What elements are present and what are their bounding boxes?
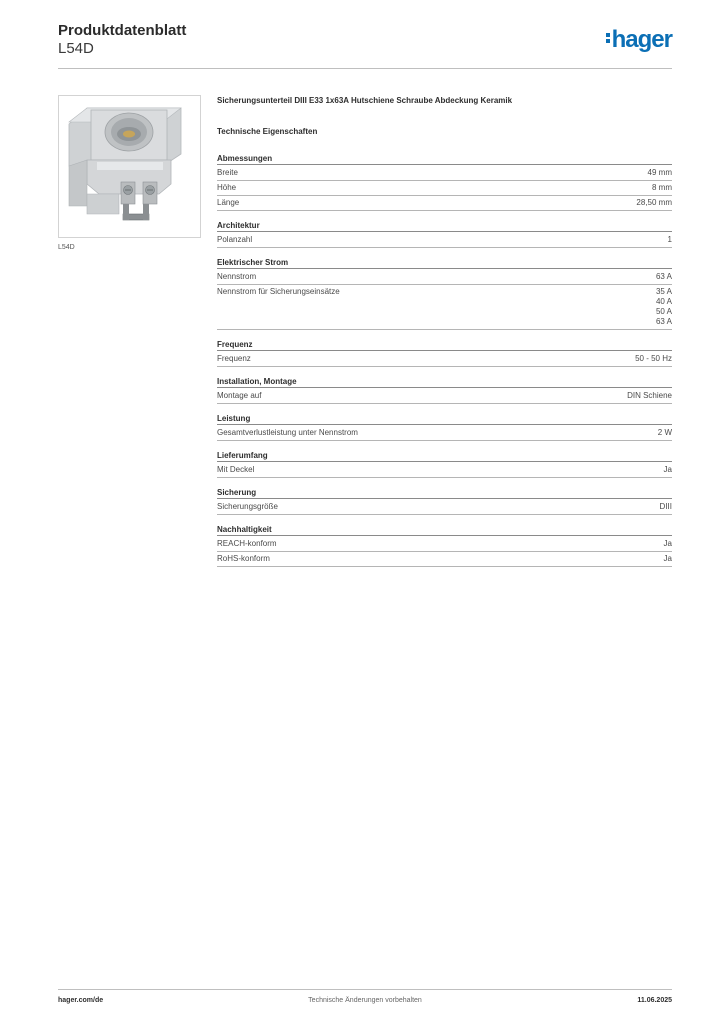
- section-divider: [217, 350, 672, 351]
- section-title: Abmessungen: [217, 154, 273, 163]
- property-value: [658, 428, 672, 438]
- section-divider: [217, 268, 672, 269]
- property-row: [217, 196, 672, 211]
- property-value: [660, 502, 672, 512]
- property-row: [217, 233, 672, 248]
- property-row: [217, 270, 672, 285]
- property-label: Frequenz: [217, 354, 251, 363]
- section-title: Installation, Montage: [217, 377, 297, 386]
- section-title: Leistung: [217, 414, 251, 423]
- property-value-line: 50 A: [655, 307, 672, 316]
- property-section: [217, 488, 672, 515]
- property-value: [636, 198, 672, 208]
- property-label: Höhe: [217, 183, 237, 192]
- section-divider: [217, 535, 672, 536]
- property-section: [217, 451, 672, 478]
- property-section: [217, 258, 672, 330]
- property-value-line: Ja: [663, 465, 672, 474]
- section-divider: [217, 164, 672, 165]
- property-value: [668, 235, 672, 245]
- property-row: [217, 426, 672, 441]
- product-description: Sicherungsunterteil DIII E33 1x63A Hutschiene Schraube Abdeckung Keramik: [217, 96, 513, 105]
- header-divider: [58, 68, 672, 69]
- property-value-line: 2 W: [657, 428, 672, 437]
- property-label: Gesamtverlustleistung unter Nennstrom: [217, 428, 358, 437]
- property-value: [664, 539, 672, 549]
- property-row: [217, 181, 672, 196]
- property-section: [217, 525, 672, 567]
- hager-logo[interactable]: [606, 26, 672, 54]
- property-row: [217, 389, 672, 404]
- property-value-line: 28,50 mm: [636, 198, 672, 207]
- property-row: [217, 537, 672, 552]
- section-divider: [217, 498, 672, 499]
- property-row: [217, 166, 672, 181]
- section-divider: [217, 387, 672, 388]
- footer-note: Technische Änderungen vorbehalten: [308, 997, 422, 1004]
- property-value-line: DIII: [659, 502, 672, 511]
- property-value-line: 40 A: [655, 297, 672, 306]
- property-value: [664, 554, 672, 564]
- property-label: Nennstrom: [217, 272, 257, 281]
- footer-divider: [58, 989, 672, 990]
- property-label: REACH-konform: [217, 539, 277, 548]
- property-value: [652, 183, 672, 193]
- property-section: [217, 221, 672, 248]
- property-row: [217, 285, 672, 330]
- property-value-line: 63 A: [655, 272, 672, 281]
- property-value-line: DIN Schiene: [627, 391, 672, 400]
- product-code: L54D: [58, 40, 94, 57]
- property-label: Sicherungsgröße: [217, 502, 278, 511]
- property-row: [217, 463, 672, 478]
- property-value-line: 8 mm: [652, 183, 672, 192]
- property-sections: [217, 154, 672, 567]
- property-value: [648, 168, 672, 178]
- property-value-line: 1: [667, 235, 672, 244]
- property-section: [217, 377, 672, 404]
- property-label: Polanzahl: [217, 235, 253, 244]
- property-label: Breite: [217, 168, 238, 177]
- property-row: [217, 352, 672, 367]
- section-title: Frequenz: [217, 340, 253, 349]
- footer-date: 11.06.2025: [637, 997, 672, 1004]
- property-label: Nennstrom für Sicherungseinsätze: [217, 287, 340, 296]
- product-image: [58, 95, 201, 238]
- section-title: Nachhaltigkeit: [217, 525, 272, 534]
- property-label: RoHS-konform: [217, 554, 270, 563]
- property-value-line: Ja: [663, 554, 672, 563]
- section-divider: [217, 461, 672, 462]
- property-label: Länge: [217, 198, 240, 207]
- fuse-base-illustration: [59, 96, 200, 237]
- logo-text: hager: [611, 26, 672, 53]
- property-value-line: 49 mm: [647, 168, 672, 177]
- section-title: Architektur: [217, 221, 260, 230]
- page-header: [58, 20, 672, 70]
- property-label: Montage auf: [217, 391, 262, 400]
- property-label: Mit Deckel: [217, 465, 255, 474]
- document-title: Produktdatenblatt: [58, 22, 187, 39]
- property-value-line: 63 A: [655, 317, 672, 326]
- datasheet-content: [217, 96, 672, 577]
- section-title: Lieferumfang: [217, 451, 268, 460]
- property-section: [217, 154, 672, 211]
- property-value-line: 50 - 50 Hz: [635, 354, 672, 363]
- property-section: [217, 340, 672, 367]
- property-section: [217, 414, 672, 441]
- footer-website-link[interactable]: hager.com/de: [58, 997, 104, 1004]
- section-divider: [217, 424, 672, 425]
- logo-dots-icon: [606, 31, 610, 45]
- property-value: [656, 287, 672, 327]
- property-value: [656, 272, 672, 282]
- property-value-line: Ja: [663, 539, 672, 548]
- property-row: [217, 552, 672, 567]
- page-footer: [58, 997, 672, 1009]
- property-value-line: 35 A: [655, 287, 672, 296]
- technical-properties-heading: Technische Eigenschaften: [217, 127, 318, 136]
- property-value: [627, 391, 672, 401]
- section-divider: [217, 231, 672, 232]
- property-value: [664, 465, 672, 475]
- property-row: [217, 500, 672, 515]
- property-value: [635, 354, 672, 364]
- section-title: Elektrischer Strom: [217, 258, 289, 267]
- image-caption: L54D: [58, 244, 75, 251]
- section-title: Sicherung: [217, 488, 257, 497]
